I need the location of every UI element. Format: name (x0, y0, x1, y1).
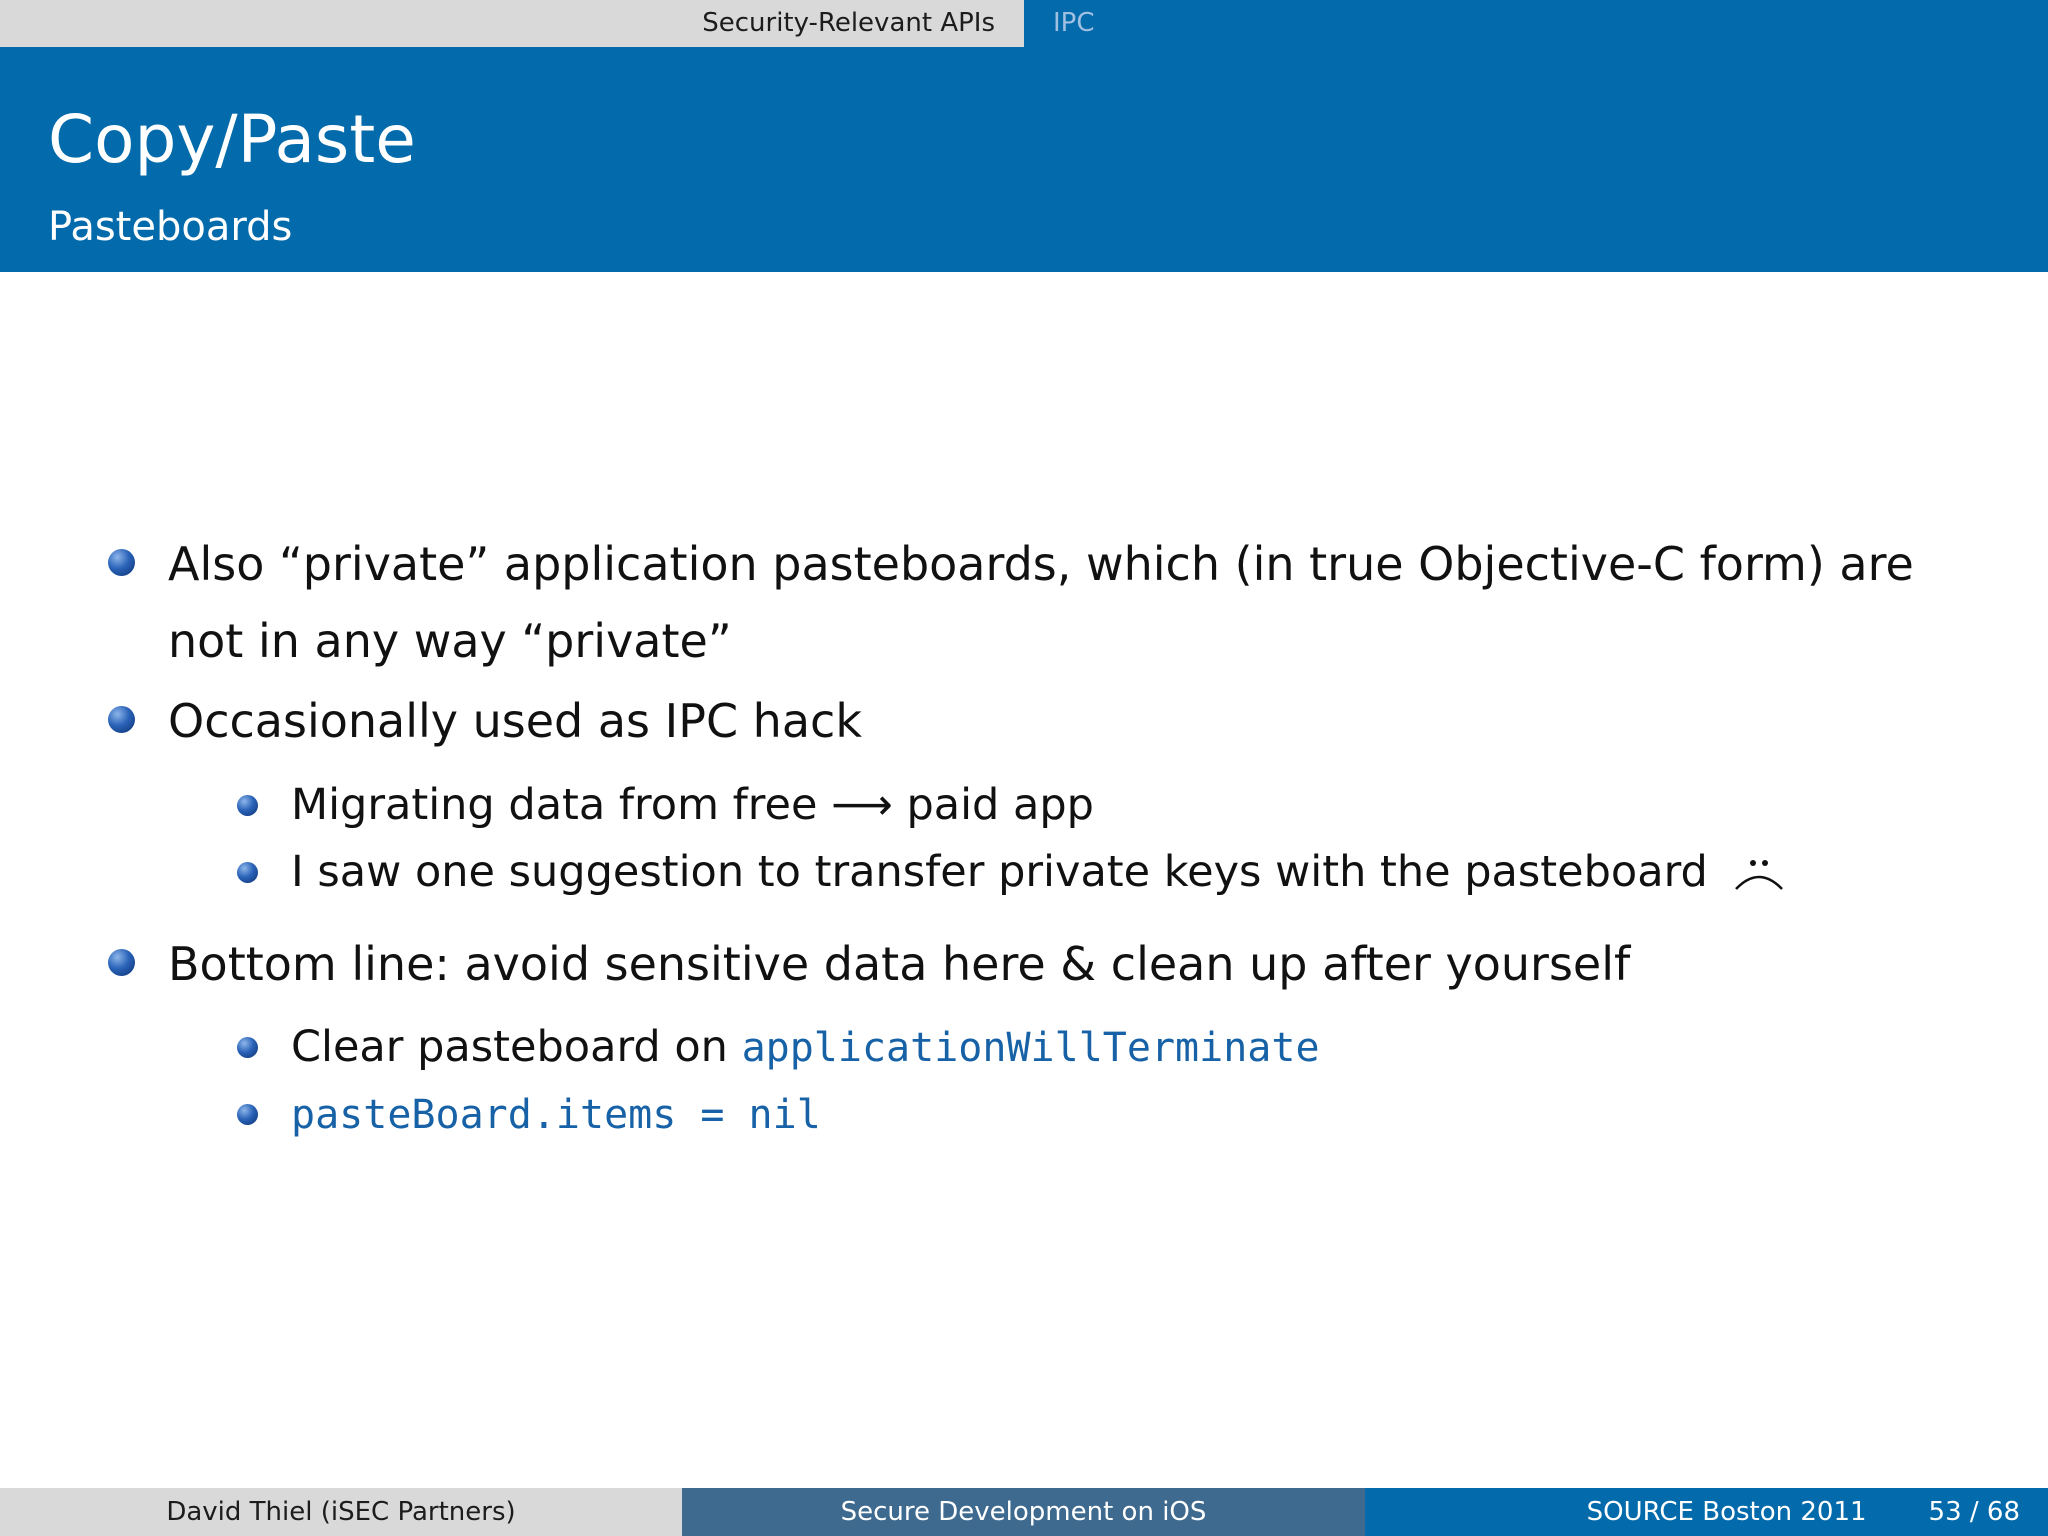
footer-author: David Thiel (iSEC Partners) (166, 1497, 516, 1527)
sub-list-item-text: Migrating data from free (291, 780, 818, 830)
list-item-text: not in any way “private” (168, 614, 732, 668)
nav-subsection-area (1024, 0, 2048, 47)
ball-bullet-icon (237, 795, 258, 816)
sub-list-item-text: paid app (906, 780, 1094, 830)
list-item (168, 926, 2008, 1003)
list-item (168, 683, 2008, 760)
sub-list-item-text: Clear pasteboard on (291, 1022, 728, 1072)
list-item (168, 526, 2008, 680)
ball-bullet-icon (108, 706, 135, 733)
ball-bullet-icon (108, 549, 135, 576)
page-subtitle: Pasteboards (48, 204, 293, 250)
frown-icon (1733, 855, 1785, 895)
list-item-text: Also “private” application pasteboards, which (in true Objective-C form) are (168, 537, 1914, 591)
ball-bullet-icon (108, 949, 135, 976)
page-number: 53 / 68 (1928, 1497, 2020, 1527)
sub-list-item (291, 1013, 1991, 1082)
sub-list-item (291, 771, 1991, 839)
arrow-icon: ⟶ (831, 780, 893, 830)
list-item-text: Occasionally used as IPC hack (168, 694, 862, 748)
code-snippet: applicationWillTerminate (741, 1025, 1320, 1071)
nav-section-link[interactable]: Security-Relevant APIs (702, 8, 995, 38)
slide-content (0, 272, 2048, 1488)
page-title: Copy/Paste (48, 101, 416, 178)
sub-list-item-text: I saw one suggestion to transfer private keys with the pasteboard (291, 847, 1708, 897)
nav-section-area (0, 0, 1024, 47)
nav-subsection-link[interactable]: IPC (1053, 8, 1095, 38)
footer-bar (0, 1488, 2048, 1536)
footer-venue: SOURCE Boston 2011 (1586, 1497, 1867, 1527)
sub-list-item (291, 838, 1991, 906)
ball-bullet-icon (237, 862, 258, 883)
footer-talk-title: Secure Development on iOS (840, 1497, 1207, 1527)
footer-venue-area (1365, 1488, 2048, 1536)
list-item-text: Bottom line: avoid sensitive data here & clean up after yourself (168, 937, 1631, 991)
code-snippet: pasteBoard.items = nil (291, 1092, 821, 1138)
sub-list-item (291, 1080, 1991, 1149)
title-band (0, 47, 2048, 272)
ball-bullet-icon (237, 1037, 258, 1058)
navigation-bar (0, 0, 2048, 47)
footer-author-area (0, 1488, 682, 1536)
ball-bullet-icon (237, 1104, 258, 1125)
footer-talk-area (682, 1488, 1365, 1536)
